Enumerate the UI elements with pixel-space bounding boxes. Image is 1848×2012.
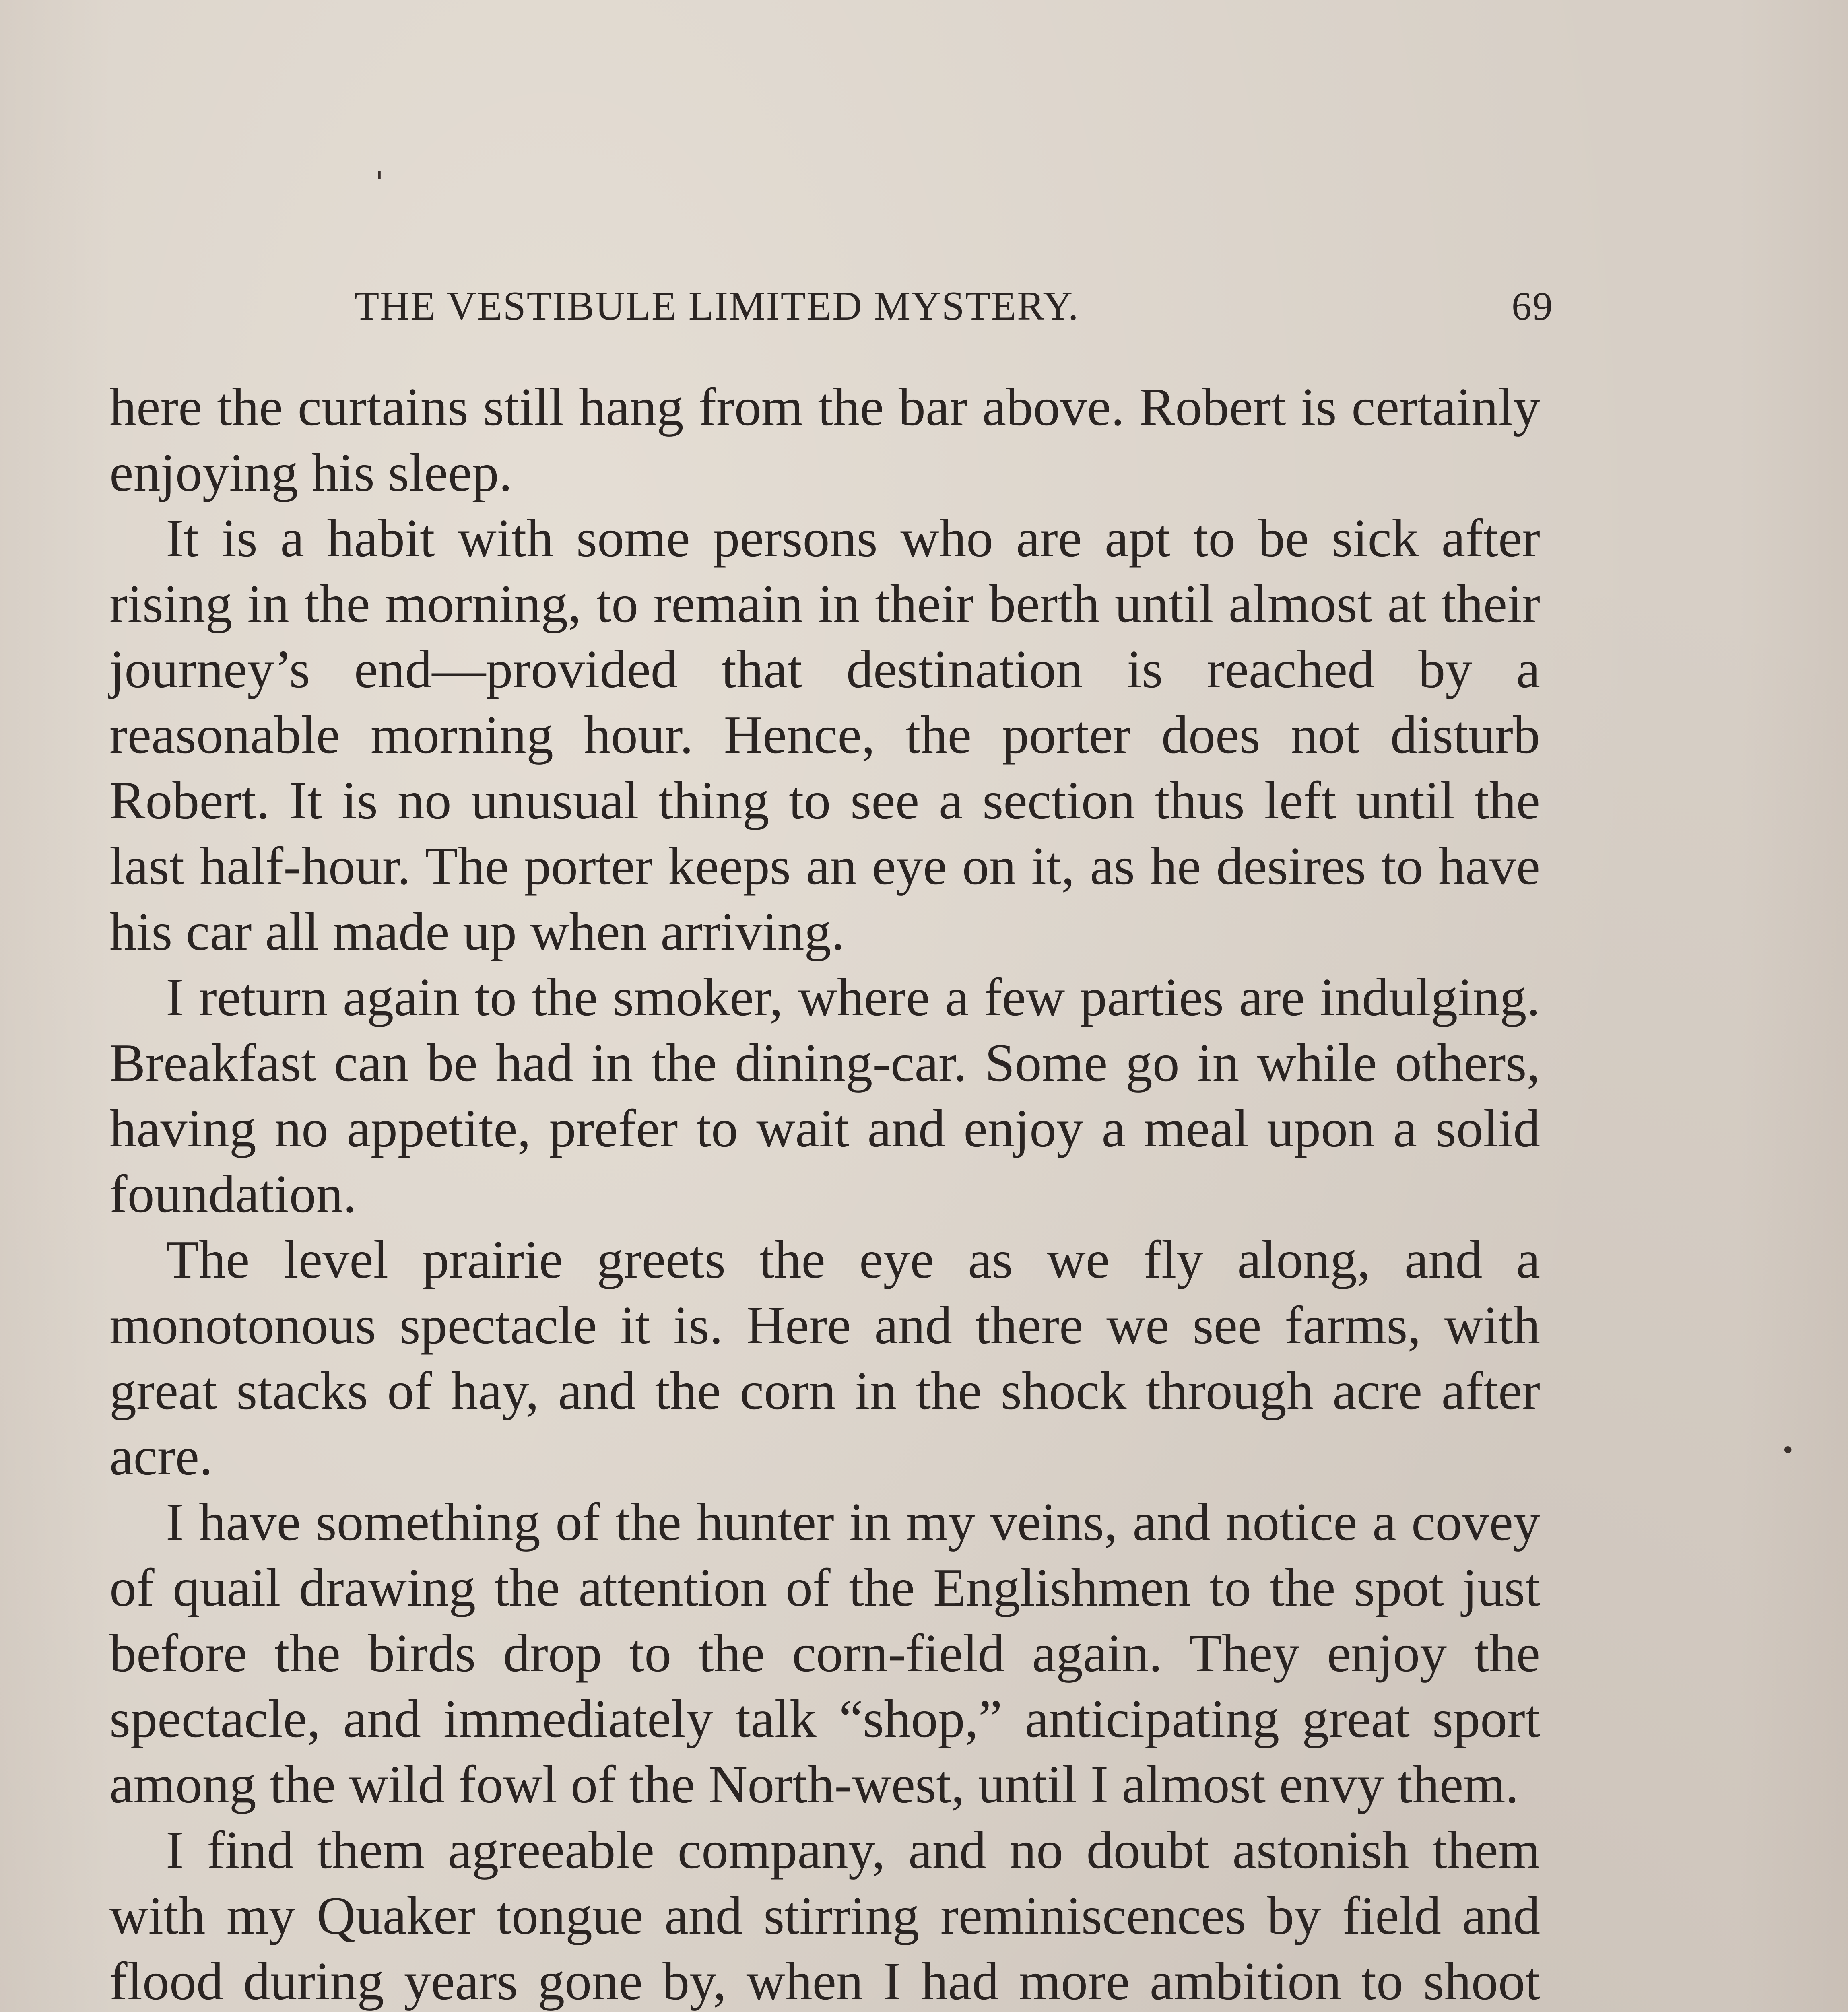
paragraph: I have something of the hunter in my veins, and notice a covey of quail drawing the attention of the Englishmen to the spot just before the birds drop to the corn-field again. They enjoy the spectacle, and immediately talk “shop,” anticipating great sport among the wild fowl of the North-west, until I almost envy them. xyxy=(109,1492,1540,1814)
paragraph: I return again to the smoker, where a few parties are indulging. Breakfast can be had in the dining-car. Some go in while others, having no appetite, prefer to wait and enjoy a meal upon a solid foundation. xyxy=(109,967,1540,1224)
paragraph: I find them agreeable company, and no doubt astonish them with my Quaker tongue and stirring reminiscences by field and flood during years gone by, when I had more ambition to shoot xyxy=(109,1820,1540,2011)
stray-ink-mark: ˈ xyxy=(374,165,384,207)
page-number: 69 xyxy=(1512,283,1553,328)
stray-ink-mark: • xyxy=(1781,1437,1795,1465)
paragraph: It is a habit with some persons who are apt to be sick after rising in the morning, to remain in their berth until almost at their journey’s end—provided that destination is reached by a reasonable morning hour. Hence, the porter does not disturb Robert. It is no unusual thing to see a section thus left until the last half-hour. The porter keeps an eye on it, as he desires to have his car all made up when arriving. xyxy=(109,508,1540,961)
paragraph: here the curtains still hang from the bar above. Robert is certainly enjoying his sleep. xyxy=(109,377,1540,502)
paragraph: The level prairie greets the eye as we fly along, and a monotonous spectacle it is. Here and there we see farms, with great stacks of hay, and the corn in the shock through acre after acre. xyxy=(109,1230,1540,1486)
running-head xyxy=(354,278,1553,334)
body-text xyxy=(109,374,1540,2012)
running-head-title: THE VESTIBULE LIMITED MYSTERY. xyxy=(354,283,1079,329)
